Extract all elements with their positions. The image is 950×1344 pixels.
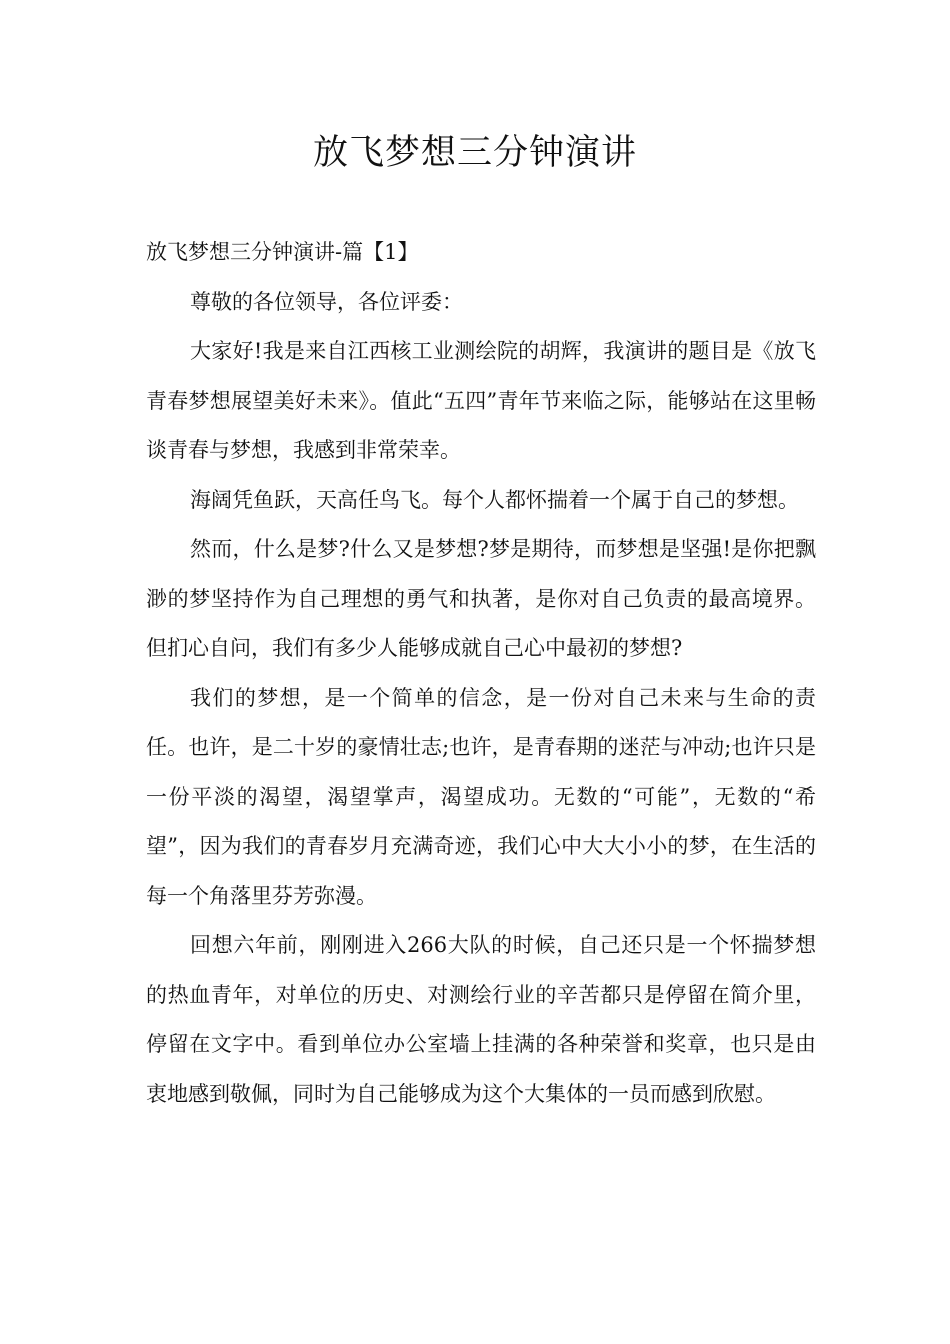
paragraph-memory: 回想六年前，刚刚进入266大队的时候，自己还只是一个怀揣梦想的热血青年，对单位的历史、对测绘行业的辛苦都只是停留在简介里，停留在文字中。看到单位办公室墙上挂满的各种荣誉和奖章，也只是由衷地感到敬佩，同时为自己能够成为这个大集体的一员而感到欣慰。 <box>146 933 816 1106</box>
document-title: 放飞梦想三分钟演讲 <box>312 133 637 173</box>
document-body <box>146 228 816 1119</box>
paragraph-intro: 大家好!我是来自江西核工业测绘院的胡辉，我演讲的题目是《放飞青春梦想展望美好未来》。值此“五四”青年节来临之际，能够站在这里畅谈青春与梦想，我感到非常荣幸。 <box>146 339 816 462</box>
section-heading: 放飞梦想三分钟演讲-篇【1】 <box>146 240 419 264</box>
paragraph-dream: 海阔凭鱼跃，天高任鸟飞。每个人都怀揣着一个属于自己的梦想。 <box>190 487 799 512</box>
paragraph-question: 然而，什么是梦?什么又是梦想?梦是期待，而梦想是坚强!是你把飘渺的梦坚持作为自己理想的勇气和执著，是你对自己负责的最高境界。但扪心自问，我们有多少人能够成就自己心中最初的梦想? <box>146 537 816 660</box>
paragraph-salutation: 尊敬的各位领导，各位评委： <box>190 289 463 314</box>
paragraph-belief: 我们的梦想，是一个简单的信念，是一份对自己未来与生命的责任。也许，是二十岁的豪情壮志;也许，是青春期的迷茫与冲动;也许只是一份平淡的渴望，渴望掌声，渴望成功。无数的“可能”，无数的“希望”，因为我们的青春岁月充满奇迹，我们心中大大小小的梦，在生活的每一个角落里芬芳弥漫。 <box>146 685 816 908</box>
